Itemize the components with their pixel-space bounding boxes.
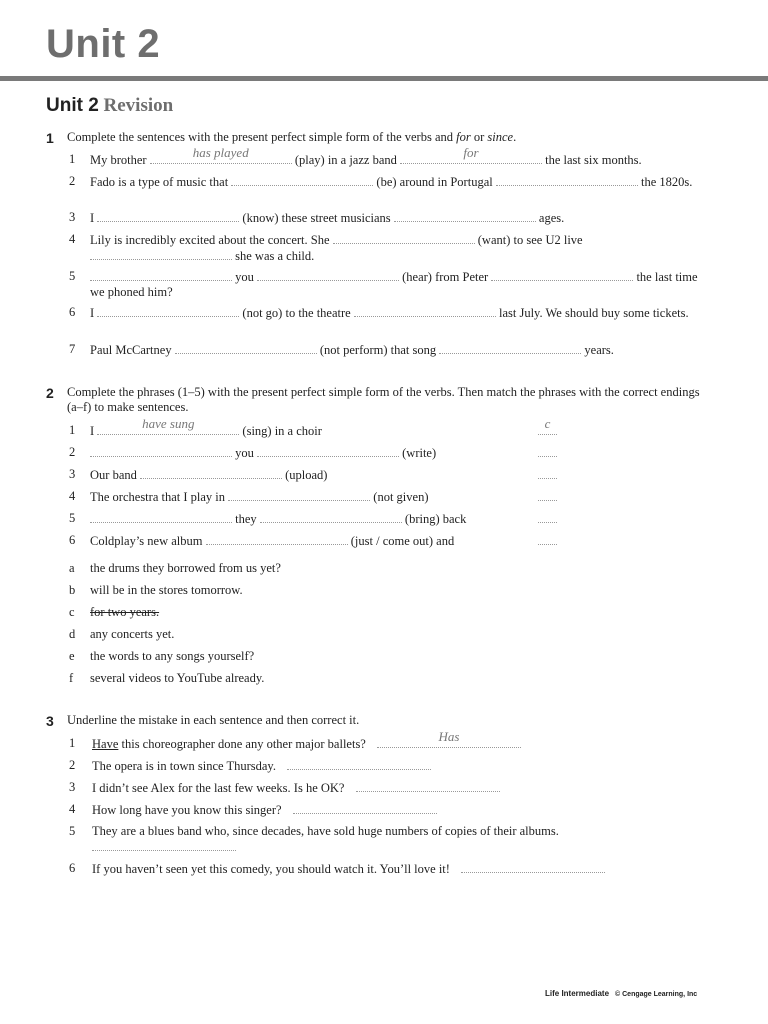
- item-text: you: [235, 270, 254, 284]
- item-text: (bring) back: [404, 512, 467, 526]
- item-number: 5: [69, 269, 76, 283]
- item-text: They are a blues band who, since decades, have sold huge numbers of copies of their albums.: [92, 824, 559, 838]
- item-number: 6: [69, 305, 76, 319]
- answer-blank[interactable]: [257, 445, 399, 457]
- item-text: (just / come out) and: [350, 534, 455, 548]
- answer-blank[interactable]: [491, 269, 633, 281]
- item-number: 2: [69, 758, 76, 772]
- answer-text: Has: [438, 729, 460, 744]
- item-number: 3: [69, 467, 76, 481]
- ending-text: for two years.: [90, 605, 160, 619]
- header-divider: [0, 76, 768, 81]
- answer-blank[interactable]: [97, 416, 239, 435]
- answer-blank[interactable]: [140, 467, 282, 479]
- item-text: (know) these street musicians: [242, 211, 391, 225]
- item-number: 1: [69, 423, 76, 437]
- exercise-number: 2: [46, 385, 54, 401]
- ending-text: the drums they borrowed from us yet?: [90, 561, 281, 575]
- ending-letter: c: [69, 605, 75, 619]
- item-text: (upload): [285, 468, 328, 482]
- item-text: the last time we phoned him?: [90, 270, 698, 299]
- item-text: (want) to see U2 live: [477, 233, 583, 247]
- instr-text: .: [513, 130, 517, 144]
- item-text: My brother: [90, 153, 147, 167]
- answer-blank[interactable]: [354, 305, 496, 317]
- answer-blank[interactable]: [97, 305, 239, 317]
- exercise-instructions: [67, 130, 707, 145]
- item-text: (not given): [373, 490, 429, 504]
- item-text: last July. We should buy some tickets.: [498, 306, 689, 320]
- answer-blank[interactable]: [356, 780, 500, 792]
- item-text: you: [235, 446, 254, 460]
- instr-since: since: [487, 130, 514, 144]
- match-blank[interactable]: [538, 511, 557, 523]
- section-revision: Revision: [103, 95, 174, 116]
- answer-blank[interactable]: [90, 511, 232, 523]
- item-text: ages.: [538, 211, 565, 225]
- ending-letter: d: [69, 627, 76, 641]
- ending-letter: f: [69, 671, 74, 685]
- match-blank[interactable]: [538, 489, 557, 501]
- item-text: (write): [402, 446, 437, 460]
- item-number: 1: [69, 152, 76, 166]
- answer-blank[interactable]: [150, 145, 292, 164]
- item-text: Fado is a type of music that: [90, 175, 229, 189]
- footer-book-title: Life Intermediate: [545, 989, 610, 998]
- match-answer: c: [544, 416, 551, 431]
- answer-blank[interactable]: [461, 861, 605, 873]
- item-number: 5: [69, 824, 76, 838]
- answer-text: has played: [192, 145, 249, 160]
- item-text: (not perform) that song: [319, 343, 437, 357]
- item-text: they: [235, 512, 257, 526]
- item-text: (sing) in a choir: [242, 424, 322, 438]
- item-text: Coldplay’s new album: [90, 534, 203, 548]
- answer-blank[interactable]: [293, 802, 437, 814]
- match-blank[interactable]: [538, 467, 557, 479]
- item-number: 6: [69, 861, 76, 875]
- instr-text: Complete the sentences with the present perfect simple form of the verbs and: [67, 130, 457, 144]
- answer-text: for: [463, 145, 479, 160]
- answer-blank[interactable]: [439, 342, 581, 354]
- footer: [545, 989, 697, 998]
- item-number: 4: [69, 802, 76, 816]
- item-text: Our band: [90, 468, 137, 482]
- section-title: [46, 95, 173, 117]
- item-number: 4: [69, 232, 76, 246]
- answer-blank[interactable]: [206, 533, 348, 545]
- item-text: The opera is in town since Thursday.: [92, 759, 276, 773]
- footer-copyright: © Cengage Learning, Inc: [615, 991, 698, 998]
- item-text: this choreographer done any other major ballets?: [118, 737, 366, 751]
- match-blank[interactable]: [538, 533, 557, 545]
- exercise-instructions: Complete the phrases (1–5) with the present perfect simple form of the verbs. Then match the phrases with the correct endings (a–f) to make sentences.: [67, 385, 700, 414]
- item-number: 2: [69, 445, 76, 459]
- answer-blank[interactable]: [175, 342, 317, 354]
- item-text: the last six months.: [545, 153, 642, 167]
- item-number: 3: [69, 780, 76, 794]
- answer-text: have sung: [142, 416, 195, 431]
- ending-text: the words to any songs yourself?: [90, 649, 255, 663]
- item-text: Paul McCartney: [90, 343, 172, 357]
- item-text: (play) in a jazz band: [294, 153, 397, 167]
- answer-blank[interactable]: [394, 210, 536, 222]
- item-number: 2: [69, 174, 76, 188]
- exercise-number: 1: [46, 130, 54, 146]
- answer-blank[interactable]: [333, 232, 475, 244]
- answer-blank[interactable]: [257, 269, 399, 281]
- instr-text: or: [470, 130, 488, 144]
- answer-blank[interactable]: [377, 729, 521, 748]
- ending-letter: e: [69, 649, 75, 663]
- item-text: If you haven’t seen yet this comedy, you should watch it. You’ll love it!: [92, 862, 450, 876]
- item-text: How long have you know this singer?: [92, 803, 282, 817]
- answer-blank[interactable]: [496, 174, 638, 186]
- item-text: (be) around in Portugal: [376, 175, 493, 189]
- answer-blank[interactable]: [228, 489, 370, 501]
- ending-letter: b: [69, 583, 76, 597]
- item-text: (not go) to the theatre: [242, 306, 351, 320]
- instr-for: for: [456, 130, 471, 144]
- answer-blank[interactable]: [287, 758, 431, 770]
- underlined-mistake: Have: [92, 737, 119, 751]
- item-number: 7: [69, 342, 76, 356]
- answer-blank[interactable]: [97, 210, 239, 222]
- ending-text: several videos to YouTube already.: [90, 671, 265, 685]
- answer-blank[interactable]: [90, 248, 232, 260]
- exercise-instructions: Underline the mistake in each sentence and then correct it.: [67, 713, 360, 727]
- item-text: I: [90, 211, 95, 225]
- item-number: 5: [69, 511, 76, 525]
- item-text: I: [90, 306, 95, 320]
- exercise-number: 3: [46, 713, 54, 729]
- item-number: 6: [69, 533, 76, 547]
- answer-blank[interactable]: [92, 839, 236, 851]
- item-number: 3: [69, 210, 76, 224]
- section-unit: Unit 2: [46, 95, 99, 116]
- item-text: she was a child.: [235, 248, 315, 263]
- item-number: 4: [69, 489, 76, 503]
- match-blank[interactable]: [538, 445, 557, 457]
- item-text: I didn’t see Alex for the last few weeks. Is he OK?: [92, 781, 345, 795]
- ending-text: will be in the stores tomorrow.: [90, 583, 243, 597]
- answer-blank[interactable]: [400, 145, 542, 164]
- item-text: the 1820s.: [640, 175, 693, 189]
- item-text: Lily is incredibly excited about the concert. She: [90, 233, 330, 247]
- item-text: I: [90, 424, 95, 438]
- answer-blank[interactable]: [231, 174, 373, 186]
- ending-letter: a: [69, 561, 75, 575]
- item-text: years.: [584, 343, 614, 357]
- page-title: Unit 2: [46, 22, 161, 66]
- item-number: 1: [69, 736, 76, 750]
- item-text: The orchestra that I play in: [90, 490, 226, 504]
- ending-text: any concerts yet.: [90, 627, 175, 641]
- item-text: (hear) from Peter: [402, 270, 489, 284]
- answer-blank[interactable]: [90, 445, 232, 457]
- match-blank[interactable]: [538, 416, 557, 435]
- answer-blank[interactable]: [260, 511, 402, 523]
- answer-blank[interactable]: [90, 269, 232, 281]
